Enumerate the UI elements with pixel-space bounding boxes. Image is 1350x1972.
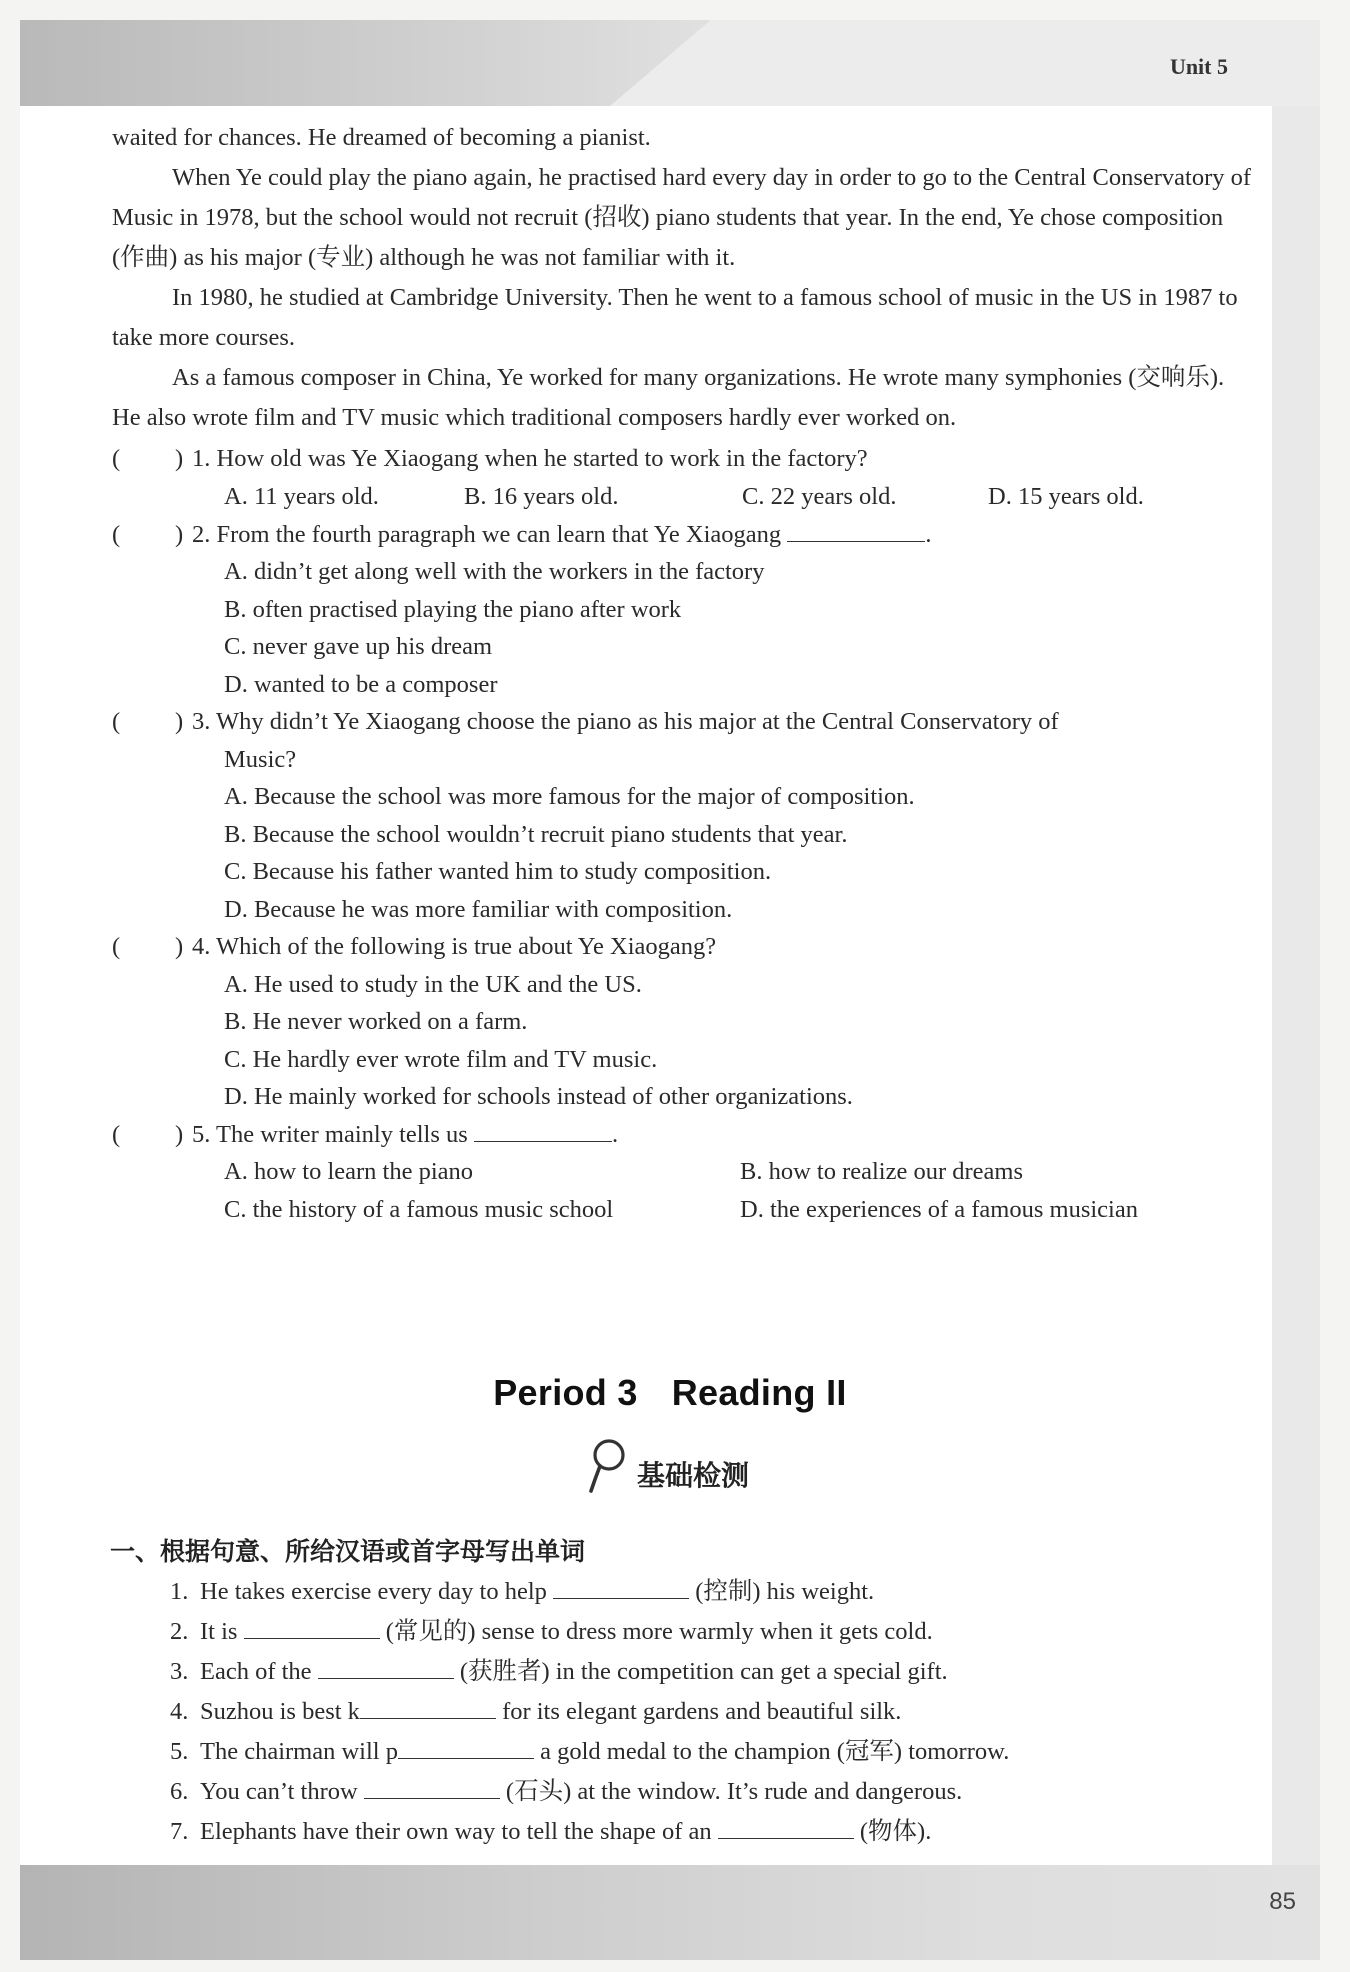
exercise-item: 7. Elephants have their own way to tell the shape of an (物体). xyxy=(170,1812,1270,1852)
option-b[interactable]: B. He never worked on a farm. xyxy=(224,1008,528,1035)
period-title xyxy=(20,1372,1320,1414)
answer-blank[interactable] xyxy=(318,1654,454,1679)
answer-blank[interactable] xyxy=(244,1614,380,1639)
passage-paragraph: When Ye could play the piano again, he practised hard every day in order to go to the Central Conservatory of Music in 1978, but the school would not recruit (招收) piano students that year. In the end, Ye chose composition (作曲) as his major (专业) although he was not familiar with it. xyxy=(112,164,1252,271)
exercise-item: 1. He takes exercise every day to help (控制) his weight. xyxy=(170,1572,1270,1612)
option-a[interactable]: A. didn’t get along well with the workers in the factory xyxy=(224,558,765,585)
reading-content xyxy=(112,118,1257,1229)
question-5-options-row1 xyxy=(112,1153,1257,1191)
answer-bracket-close: ) xyxy=(175,520,184,548)
option-b[interactable]: B. often practised playing the piano after work xyxy=(224,595,682,623)
passage-paragraph: As a famous composer in China, Ye worked for many organizations. He wrote many symphonies (交响乐). He also wrote film and TV music which traditional composers hardly ever worked on. xyxy=(112,364,1225,431)
header-band xyxy=(20,20,1320,106)
answer-bracket-close: ) xyxy=(175,1120,184,1148)
option-a[interactable]: A. Because the school was more famous for the major of composition. xyxy=(224,783,915,810)
question-text: 3. Why didn’t Ye Xiaogang choose the piano as his major at the Central Conservatory of xyxy=(192,708,1059,735)
option-b[interactable]: B. 16 years old. xyxy=(464,482,619,510)
option-c[interactable]: C. 22 years old. xyxy=(742,482,897,510)
question-2 xyxy=(112,516,1257,554)
option-a[interactable]: A. 11 years old. xyxy=(224,482,379,510)
answer-blank[interactable] xyxy=(364,1774,500,1799)
answer-blank[interactable] xyxy=(360,1694,496,1719)
option-d[interactable]: D. Because he was more familiar with composition. xyxy=(224,895,733,923)
question-text: 2. From the fourth paragraph we can learn that Ye Xiaogang xyxy=(192,520,782,548)
unit-label: Unit 5 xyxy=(1169,54,1228,79)
question-1 xyxy=(112,440,1257,478)
option-c[interactable]: C. never gave up his dream xyxy=(224,633,493,660)
exercise-item: 5. The chairman will p a gold medal to the champion (冠军) tomorrow. xyxy=(170,1732,1270,1772)
question-end: . xyxy=(611,1120,619,1148)
option-d[interactable]: D. 15 years old. xyxy=(988,482,1144,510)
question-text-continued: Music? xyxy=(224,745,297,773)
answer-blank[interactable] xyxy=(398,1734,534,1759)
exercise-item: 6. You can’t throw (石头) at the window. It’s rude and dangerous. xyxy=(170,1772,1270,1812)
answer-bracket-open[interactable]: ( xyxy=(112,933,121,960)
option-d[interactable]: D. He mainly worked for schools instead of other organizations. xyxy=(224,1083,853,1110)
passage-paragraph: waited for chances. He dreamed of becoming a pianist. xyxy=(112,124,651,151)
footer-band xyxy=(20,1865,1320,1960)
question-1-options xyxy=(112,478,1257,516)
exercise-item: 3. Each of the (获胜者) in the competition can get a special gift. xyxy=(170,1652,1270,1692)
question-5-options-row2 xyxy=(112,1191,1257,1229)
option-a[interactable]: A. how to learn the piano xyxy=(224,1158,474,1185)
option-c[interactable]: C. Because his father wanted him to study composition. xyxy=(224,858,772,885)
part-heading: 一、根据句意、所给汉语或首字母写出单词 xyxy=(110,1537,586,1566)
option-c[interactable]: C. He hardly ever wrote film and TV music. xyxy=(224,1045,658,1073)
question-4 xyxy=(112,928,1257,966)
question-text: 5. The writer mainly tells us xyxy=(192,1120,468,1148)
exercise-item: 2. It is (常见的) sense to dress more warmly when it gets cold. xyxy=(170,1612,1270,1652)
option-d[interactable]: D. wanted to be a composer xyxy=(224,670,498,698)
question-3 xyxy=(112,703,1257,741)
option-d[interactable]: D. the experiences of a famous musician xyxy=(740,1196,1138,1223)
answer-blank[interactable] xyxy=(474,1117,612,1142)
page-number: 85 xyxy=(1269,1888,1296,1915)
option-c[interactable]: C. the history of a famous music school xyxy=(224,1196,614,1223)
fill-in-exercise xyxy=(170,1572,1270,1852)
question-text: 1. How old was Ye Xiaogang when he started to work in the factory? xyxy=(192,445,868,472)
margin-strip xyxy=(1272,106,1320,1865)
option-b[interactable]: B. how to realize our dreams xyxy=(740,1158,1024,1185)
period-number: Period 3 xyxy=(493,1372,638,1413)
section-heading xyxy=(585,1438,749,1498)
answer-bracket-open[interactable]: ( xyxy=(112,708,121,735)
option-b[interactable]: B. Because the school wouldn’t recruit piano students that year. xyxy=(224,820,848,848)
exercise-item: 4. Suzhou is best k for its elegant gardens and beautiful silk. xyxy=(170,1692,1270,1732)
answer-bracket-close: ) xyxy=(175,445,184,472)
magnifier-icon xyxy=(585,1437,629,1500)
answer-blank[interactable] xyxy=(553,1574,689,1599)
answer-bracket-open[interactable]: ( xyxy=(112,520,121,548)
workbook-page xyxy=(20,20,1320,1960)
answer-bracket-open[interactable]: ( xyxy=(112,1120,121,1148)
answer-bracket-close: ) xyxy=(175,708,184,735)
answer-blank[interactable] xyxy=(787,517,925,542)
period-name: Reading II xyxy=(671,1372,847,1413)
question-text: 4. Which of the following is true about Ye Xiaogang? xyxy=(192,933,717,960)
answer-bracket-close: ) xyxy=(175,933,184,960)
passage-paragraph: In 1980, he studied at Cambridge University. Then he went to a famous school of music in the US in 1987 to take more courses. xyxy=(112,284,1238,351)
question-5 xyxy=(112,1116,1257,1154)
option-a[interactable]: A. He used to study in the UK and the US. xyxy=(224,970,642,998)
question-end: . xyxy=(925,520,932,548)
section-label: 基础检测 xyxy=(637,1459,750,1492)
answer-bracket-open[interactable]: ( xyxy=(112,445,121,472)
answer-blank[interactable] xyxy=(718,1814,854,1839)
